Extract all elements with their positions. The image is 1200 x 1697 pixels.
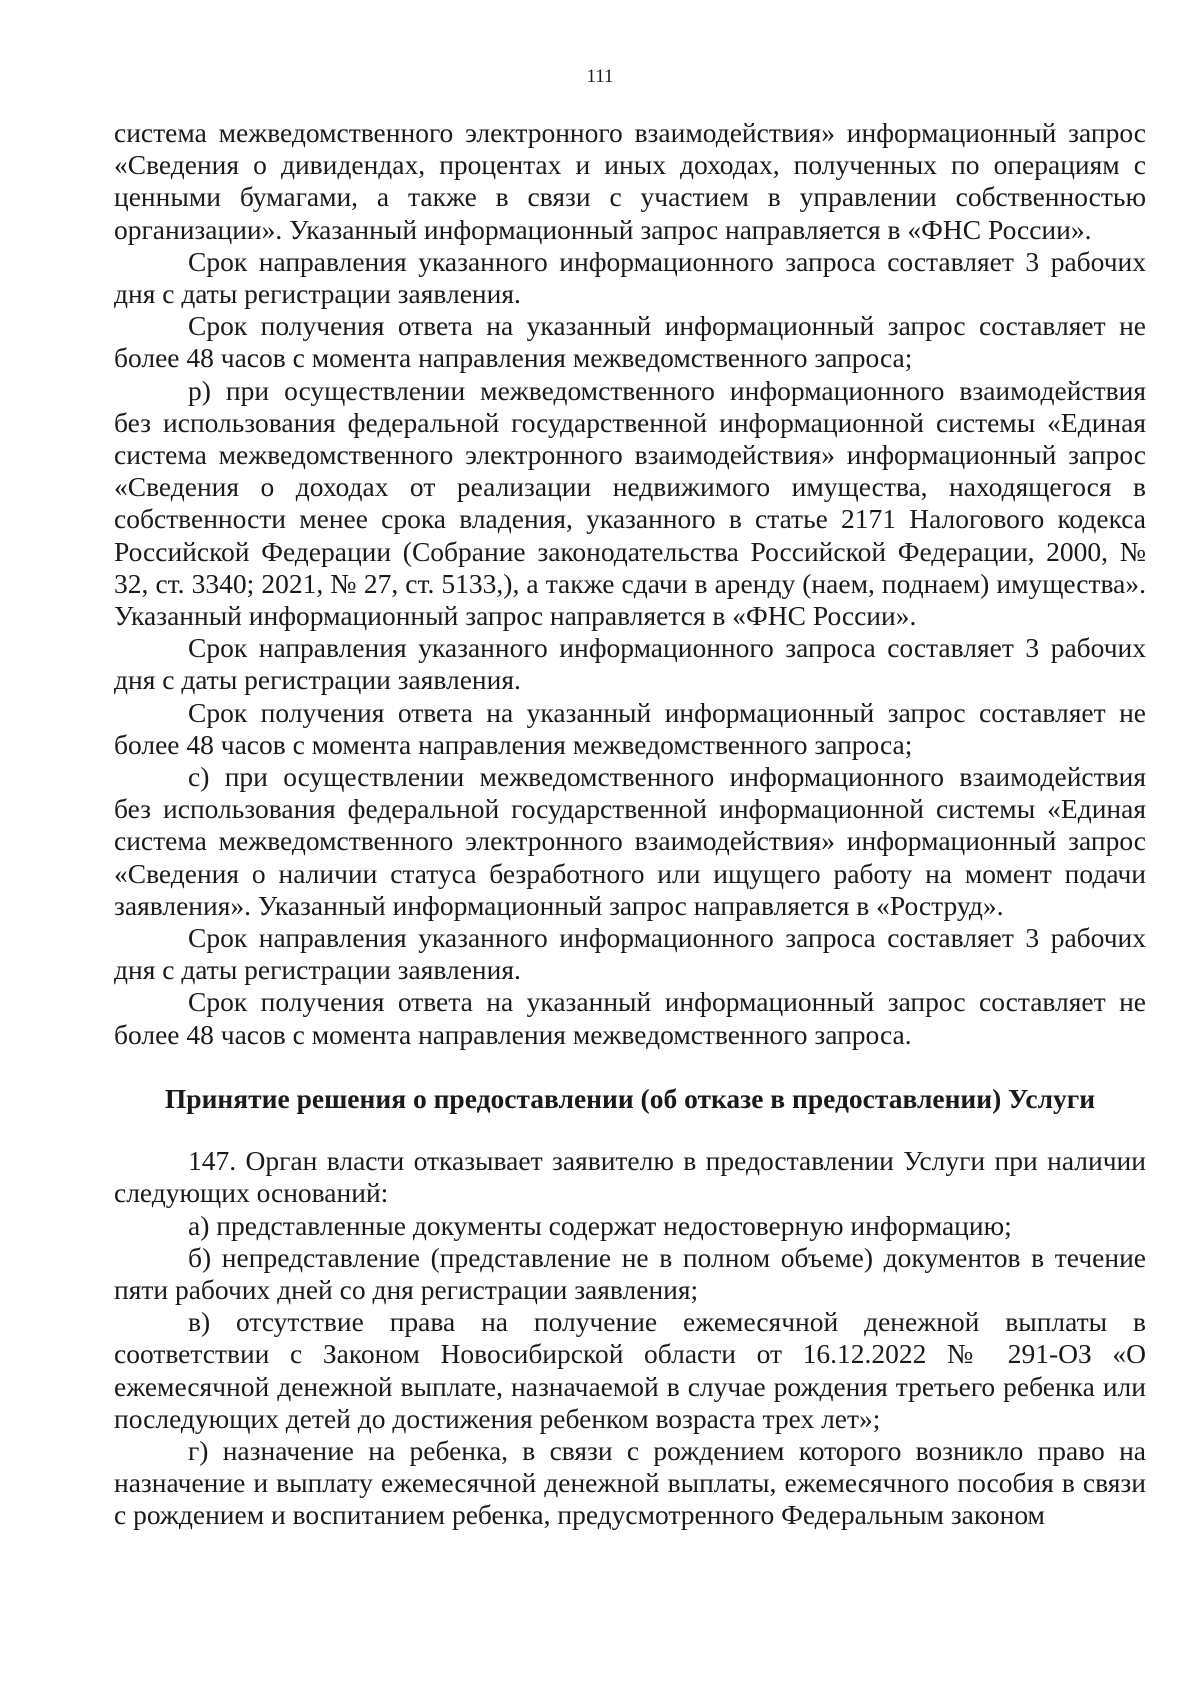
paragraph: с) при осуществлении межведомственного информационного взаимодействия без использования федеральной государственной информационной системы «Единая система межведомственного электронного взаимодействия» информационный запрос «Сведения о наличии статуса безработного или ищущего работу на момент подачи заявления». Указанный информационный запрос направляется в «Роструд». <box>114 761 1146 921</box>
page-number: 111 <box>586 66 614 87</box>
document-body <box>114 117 1146 1532</box>
paragraph: б) непредставление (представление не в полном объеме) документов в течение пяти рабочих дней со дня регистрации заявления; <box>114 1241 1146 1305</box>
paragraph: Срок получения ответа на указанный информационный запрос составляет не более 48 часов с момента направления межведомственного запроса. <box>114 986 1146 1050</box>
paragraph: г) назначение на ребенка, в связи с рождением которого возникло право на назначение и выплату ежемесячной денежной выплаты, ежемесячного пособия в связи с рождением и воспитанием ребенка, предусмотренного Федеральным законом <box>114 1434 1146 1531</box>
paragraph: Срок направления указанного информационного запроса составляет 3 рабочих дня с даты регистрации заявления. <box>114 632 1146 696</box>
paragraph: Срок направления указанного информационного запроса составляет 3 рабочих дня с даты регистрации заявления. <box>114 245 1146 310</box>
paragraph: Срок получения ответа на указанный информационный запрос составляет не более 48 часов с момента направления межведомственного запроса; <box>114 310 1146 374</box>
paragraph: Срок получения ответа на указанный информационный запрос составляет не более 48 часов с момента направления межведомственного запроса; <box>114 696 1146 760</box>
section-heading: Принятие решения о предоставлении (об отказе в предоставлении) Услуги <box>164 1082 1096 1114</box>
paragraph: 147. Орган власти отказывает заявителю в предоставлении Услуги при наличии следующих оснований: <box>114 1145 1146 1209</box>
paragraph: р) при осуществлении межведомственного информационного взаимодействия без использования федеральной государственной информационной системы «Единая система межведомственного электронного взаимодействия» информационный запрос «Сведения о доходах от реализации недвижимого имущества, находящегося в собственности менее срока владения, указанного в статье 2171 Налогового кодекса Российской Федерации (Собрание законодательства Российской Федерации, 2000, № 32, ст. 3340; 2021, № 27, ст. 5133,), а также сдачи в аренду (наем, поднаем) имущества». Указанный информационный запрос направляется в «ФНС России». <box>114 374 1146 632</box>
paragraph: Срок направления указанного информационного запроса составляет 3 рабочих дня с даты регистрации заявления. <box>114 922 1146 986</box>
paragraph: система межведомственного электронного взаимодействия» информационный запрос «Сведения о дивидендах, процентах и иных доходах, полученных по операциям с ценными бумагами, а также в связи с участием в управлении собственностью организации». Указанный информационный запрос направляется в «ФНС России». <box>114 117 1146 245</box>
paragraph: в) отсутствие права на получение ежемесячной денежной выплаты в соответствии с Законом Новосибирской области от 16.12.2022 № 291-ОЗ «О ежемесячной денежной выплате, назначаемой в случае рождения третьего ребенка или последующих детей до достижения ребенком возраста трех лет»; <box>114 1306 1146 1434</box>
paragraph: а) представленные документы содержат недостоверную информацию; <box>188 1209 1012 1241</box>
